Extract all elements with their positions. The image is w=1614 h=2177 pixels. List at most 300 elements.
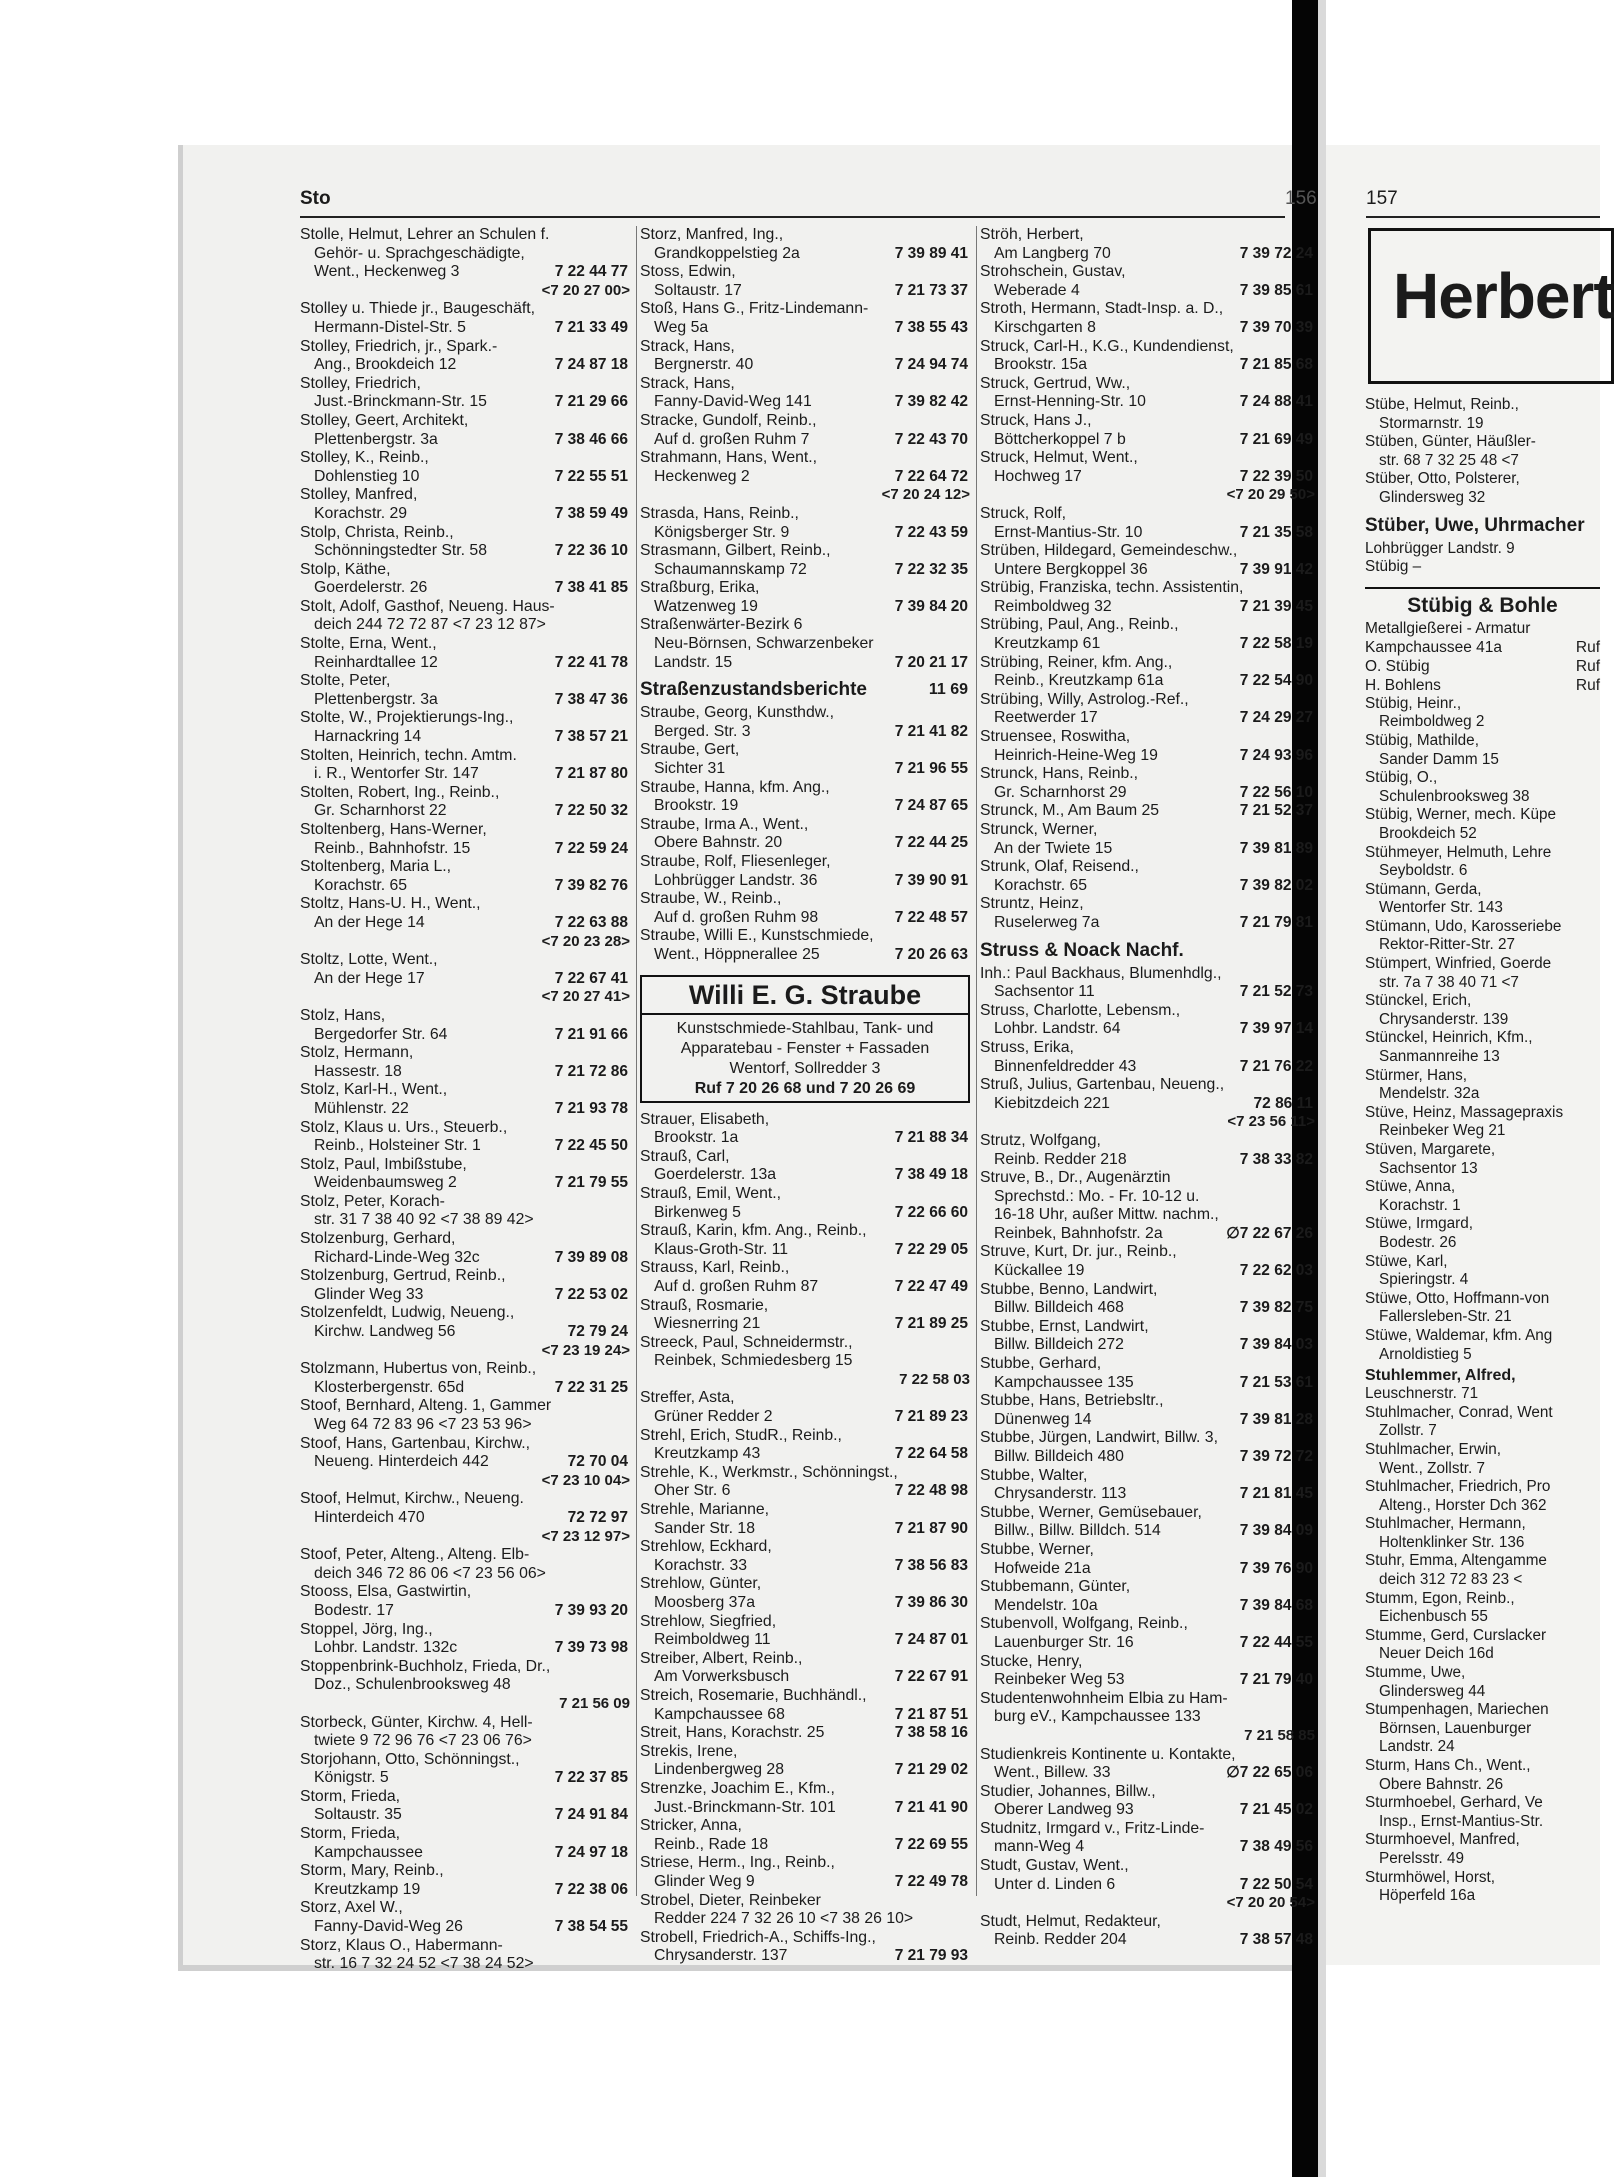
- entry-address: Heinrich-Heine-Weg 19: [994, 746, 1158, 764]
- directory-entry: [980, 1002, 1315, 1039]
- phone-number: 7 39 93 20: [554, 1601, 628, 1619]
- entry-name: Streich, Rosemarie, Buchhändl.,: [640, 1686, 867, 1704]
- directory-entry: [300, 895, 630, 951]
- entry-name: Struck, Carl-H., K.G., Kundendienst,: [980, 337, 1234, 355]
- entry-address: Goerdelerstr. 26: [314, 579, 428, 597]
- directory-entry: [640, 449, 970, 505]
- directory-entry: [300, 1658, 630, 1714]
- entry-name: Strekis, Irene,: [640, 1742, 738, 1760]
- entry-name: Strübing, Willy, Astrolog.-Ref.,: [980, 690, 1189, 708]
- directory-entry: [980, 1355, 1315, 1392]
- directory-entry: [980, 895, 1315, 932]
- entry-address: Unter d. Linden 6: [994, 1875, 1116, 1893]
- directory-entry: [1365, 1104, 1600, 1141]
- phone-number: 7 22 66 60: [894, 1203, 968, 1221]
- directory-entry: [1365, 1869, 1600, 1906]
- phone-number: 7 38 57 21: [554, 728, 628, 746]
- phone-number: 7 21 79 55: [554, 1174, 628, 1192]
- directory-entry: [300, 821, 630, 858]
- directory-entry: [300, 486, 630, 523]
- directory-entry: [1365, 540, 1600, 559]
- phone-number-alt: 7 21 58 85: [1244, 1726, 1315, 1744]
- directory-entry: [640, 1724, 970, 1743]
- directory-entry: [980, 802, 1315, 821]
- business-advertisement: [640, 975, 970, 1103]
- entry-name: Stubbe, Werner,: [980, 1540, 1094, 1558]
- entry-name: Storz, Klaus O., Habermann-: [300, 1936, 503, 1954]
- entry-address: Holtenklinker Str. 136: [1379, 1533, 1525, 1551]
- phone-number: 7 22 49 78: [894, 1872, 968, 1890]
- entry-name: Strack, Hans,: [640, 337, 735, 355]
- entry-name: Stüber, Otto, Polsterer,: [1365, 470, 1520, 488]
- directory-entry: [300, 1119, 630, 1156]
- entry-name: Straßburg, Erika,: [640, 579, 760, 597]
- entry-address: Bodestr. 17: [314, 1601, 394, 1619]
- left-page-number: 156: [1285, 188, 1317, 209]
- directory-entry: [300, 1825, 630, 1862]
- phone-number: ∅7 22 67 26: [1226, 1224, 1313, 1242]
- entry-name: Strack, Hans,: [640, 374, 735, 392]
- entry-address: Weg 64 72 83 96 <7 23 53 96>: [314, 1416, 532, 1433]
- directory-entry: [300, 412, 630, 449]
- entry-name: Stolley u. Thiede jr., Baugeschäft,: [300, 300, 536, 318]
- phone-number: 7 22 53 02: [554, 1285, 628, 1303]
- phone-number: 7 21 79 93: [894, 1947, 968, 1965]
- entry-name: Straube, W., Reinb.,: [640, 890, 782, 908]
- phone-number: 7 38 49 18: [894, 1166, 968, 1184]
- entry-address: Reimboldweg 2: [1379, 713, 1485, 731]
- directory-entry: [640, 1650, 970, 1687]
- listing-heading-text: Stüber, Uwe, Uhrmacher: [1365, 514, 1585, 536]
- phone-number: 7 22 69 55: [894, 1835, 968, 1853]
- directory-entry: [300, 1862, 630, 1899]
- listing-heading-text: Straßenzustandsberichte: [640, 679, 867, 701]
- directory-entry: [980, 1615, 1315, 1652]
- phone-number: 7 22 45 50: [554, 1137, 628, 1155]
- entry-address: Glindersweg 32: [1379, 488, 1486, 506]
- phone-number-alt: <7 20 27 41>: [541, 988, 630, 1006]
- entry-address: Brookstr. 15a: [994, 356, 1088, 374]
- phone-number: 7 39 89 08: [554, 1248, 628, 1266]
- directory-entry: [980, 1281, 1315, 1318]
- entry-address: Reinb., Kreutzkamp 61a: [994, 672, 1164, 690]
- directory-entry: [640, 1892, 970, 1929]
- directory-entry: [980, 858, 1315, 895]
- phone-number: 7 39 86 30: [894, 1594, 968, 1611]
- directory-entry: [980, 1820, 1315, 1857]
- directory-entry: [640, 1780, 970, 1817]
- entry-name: Stolte, W., Projektierungs-Ing.,: [300, 709, 514, 727]
- entry-name: Stolp, Käthe,: [300, 560, 391, 578]
- phone-number: 7 24 87 01: [894, 1631, 968, 1649]
- entry-address: Neu-Börnsen, Schwarzenbeker: [654, 635, 874, 653]
- entry-name: Straube, Irma A., Went.,: [640, 815, 809, 833]
- directory-entry: [300, 449, 630, 486]
- directory-entry: [300, 1360, 630, 1397]
- phone-number: 7 21 29 66: [554, 393, 628, 411]
- entry-name: Sturmhoevel, Manfred,: [1365, 1831, 1520, 1849]
- directory-entry: [300, 524, 630, 561]
- directory-entry: [300, 375, 630, 412]
- directory-entry: [1365, 470, 1600, 507]
- phone-number: 7 39 81 28: [1239, 1410, 1313, 1428]
- directory-entry: [1365, 396, 1600, 433]
- entry-address: Kampchaussee 68: [654, 1705, 785, 1723]
- entry-address: Obere Bahnstr. 26: [1379, 1775, 1504, 1793]
- phone-number: 7 39 85 61: [1239, 281, 1313, 299]
- advertisement-row: [1365, 676, 1600, 695]
- directory-entry: [980, 654, 1315, 691]
- directory-entry: [980, 1541, 1315, 1578]
- entry-address: Reetwerder 17: [994, 709, 1098, 727]
- entry-name: Stolte, Peter,: [300, 672, 391, 690]
- entry-address: Mühlenstr. 22: [314, 1099, 409, 1117]
- entry-address: str. 7a 7 38 40 71 <7: [1379, 973, 1519, 991]
- entry-address: Reinb. Redder 218: [994, 1150, 1127, 1168]
- entry-address: Brookstr. 1a: [654, 1129, 739, 1147]
- entry-address: Klosterbergenstr. 65d: [314, 1378, 465, 1396]
- entry-name: Strobell, Friedrich-A., Schiffs-Ing.,: [640, 1928, 876, 1946]
- phone-number: 7 39 89 41: [894, 244, 968, 262]
- entry-name: Strunk, Olaf, Reisend.,: [980, 858, 1139, 876]
- phone-number: 7 22 50 32: [554, 802, 628, 820]
- phone-number: 7 21 76 22: [1239, 1057, 1313, 1075]
- entry-address: Sachsentor 11: [994, 983, 1095, 1001]
- entry-address: Reinbeker Weg 53: [994, 1671, 1125, 1689]
- entry-address: Wiesnerring 21: [654, 1315, 761, 1333]
- advertisement-text: Ruf: [1575, 676, 1600, 694]
- entry-name: Stoof, Helmut, Kirchw., Neueng.: [300, 1490, 524, 1508]
- phone-number: 7 38 41 85: [554, 579, 628, 597]
- entry-name: Stolley, Geert, Architekt,: [300, 411, 469, 429]
- phone-number: 7 22 67 41: [554, 969, 628, 987]
- directory-entry: [980, 1578, 1315, 1615]
- entry-address: Neuer Deich 16d: [1379, 1645, 1494, 1663]
- entry-address: Reinb., Rade 18: [654, 1835, 769, 1853]
- phone-number: 7 22 50 54: [1239, 1875, 1313, 1893]
- directory-entry: [300, 1788, 630, 1825]
- entry-address: Spieringstr. 4: [1379, 1271, 1469, 1289]
- column-divider: [976, 226, 977, 1896]
- entry-address: Chrysanderstr. 139: [1379, 1010, 1509, 1028]
- entry-address: deich 312 72 83 23 <: [1379, 1571, 1523, 1589]
- directory-entry: [300, 1490, 630, 1546]
- phone-number-alt: <7 20 24 12>: [881, 486, 970, 504]
- phone-number-alt: 7 22 58 03: [899, 1370, 970, 1388]
- directory-entry: [640, 1854, 970, 1891]
- phone-number: 7 24 97 18: [554, 1843, 628, 1861]
- entry-address: Kreutzkamp 19: [314, 1880, 421, 1898]
- entry-name: Stolzenburg, Gertrud, Reinb.,: [300, 1267, 506, 1285]
- phone-number: 7 24 87 18: [554, 356, 628, 374]
- directory-entry: [300, 1546, 630, 1583]
- entry-name: Stubenvoll, Wolfgang, Reinb.,: [980, 1615, 1188, 1633]
- directory-entry: [300, 598, 630, 635]
- directory-entry: [980, 412, 1315, 449]
- entry-name: Struve, Kurt, Dr. jur., Reinb.,: [980, 1243, 1177, 1261]
- phone-number: 7 39 82 02: [1239, 876, 1313, 894]
- directory-entry: [980, 1039, 1315, 1076]
- directory-entry: [640, 263, 970, 300]
- listing-heading-text: Struss & Noack Nachf.: [980, 939, 1184, 961]
- entry-name: Straube, Willi E., Kunstschmiede,: [640, 927, 874, 945]
- phone-number: 7 38 57 48: [1239, 1931, 1313, 1949]
- entry-name: Struve, B., Dr., Augenärztin: [980, 1169, 1171, 1187]
- phone-number: 7 21 35 58: [1239, 523, 1313, 541]
- directory-entry: [300, 1156, 630, 1193]
- entry-name: Studentenwohnheim Elbia zu Ham-: [980, 1689, 1228, 1707]
- directory-entry: [980, 965, 1315, 1002]
- entry-name: Stumpenhagen, Mariechen: [1365, 1701, 1549, 1719]
- entry-address: Wentorfer Str. 143: [1379, 899, 1503, 917]
- advertisement-text: O. Stübig: [1365, 657, 1430, 675]
- entry-address: Landstr. 15: [654, 653, 733, 671]
- directory-entry: [640, 1259, 970, 1296]
- herbert-advertisement: [1368, 228, 1614, 384]
- header-rule: [300, 216, 1285, 218]
- entry-address: Untere Bergkoppel 36: [994, 560, 1148, 578]
- phone-number: 7 22 63 88: [554, 913, 628, 931]
- entry-name: Stünckel, Heinrich, Kfm.,: [1365, 1029, 1533, 1047]
- directory-entry: [1365, 1290, 1600, 1327]
- entry-address: Reinbek, Bahnhofstr. 2a: [994, 1224, 1163, 1242]
- directory-entry: [1365, 1141, 1600, 1178]
- entry-name: Stüben, Günter, Häußler-: [1365, 433, 1536, 451]
- directory-entry: [300, 1230, 630, 1267]
- directory-entry: [640, 927, 970, 964]
- phone-number: 7 22 43 70: [894, 430, 968, 448]
- entry-address: Kiebitzdeich 221: [994, 1094, 1110, 1112]
- entry-name: Storjohann, Otto, Schönningst.,: [300, 1750, 520, 1768]
- phone-number-alt: <7 23 19 24>: [541, 1341, 630, 1359]
- phone-number: 7 39 84 20: [894, 597, 968, 615]
- entry-name: Storbeck, Günter, Kirchw. 4, Hell-: [300, 1713, 533, 1731]
- phone-number: 7 20 26 63: [894, 945, 968, 963]
- directory-entry: [1365, 844, 1600, 881]
- entry-address: Schönningstedter Str. 58: [314, 542, 488, 560]
- directory-entry: [300, 1081, 630, 1118]
- directory-entry: [980, 1783, 1315, 1820]
- phone-number: 7 21 39 45: [1239, 597, 1313, 615]
- phone-number: 7 21 52 37: [1239, 802, 1313, 820]
- entry-address: 16-18 Uhr, außer Mittw. nachm.,: [994, 1206, 1219, 1224]
- phone-number: 7 21 91 66: [554, 1025, 628, 1043]
- directory-entry: [980, 449, 1315, 505]
- entry-name: Strehle, K., Werkmstr., Schönningst.,: [640, 1463, 898, 1481]
- phone-number: 7 22 48 98: [894, 1482, 968, 1500]
- phone-number: 7 22 58 19: [1239, 635, 1313, 653]
- entry-address: Goerdelerstr. 13a: [654, 1166, 777, 1184]
- entry-name: Stübig, Werner, mech. Küpe: [1365, 806, 1557, 824]
- entry-address: Glindersweg 44: [1379, 1682, 1486, 1700]
- entry-address: Ernst-Henning-Str. 10: [994, 393, 1146, 411]
- directory-entry: [640, 816, 970, 853]
- phone-number: 7 22 67 91: [894, 1668, 968, 1686]
- entry-name: Struck, Gertrud, Ww.,: [980, 374, 1131, 392]
- phone-number: 11 69: [928, 681, 968, 699]
- entry-name: Stubbe, Ernst, Landwirt,: [980, 1317, 1149, 1335]
- entry-address: Billw. Billdeich 480: [994, 1448, 1124, 1465]
- entry-name: Struss, Erika,: [980, 1038, 1074, 1056]
- entry-name: Strübing, Reiner, kfm. Ang.,: [980, 653, 1173, 671]
- directory-entry: [640, 1111, 970, 1148]
- directory-entry: [1365, 1215, 1600, 1252]
- directory-entry: [640, 542, 970, 579]
- entry-name: Stracke, Gundolf, Reinb.,: [640, 411, 817, 429]
- phone-number: 7 22 38 06: [554, 1880, 628, 1898]
- entry-name: Straube, Hanna, kfm. Ang.,: [640, 778, 830, 796]
- entry-address: Went., Heckenweg 3: [314, 263, 460, 281]
- entry-name: Stolz, Hans,: [300, 1006, 386, 1024]
- directory-entry: [1365, 1515, 1600, 1552]
- column-divider: [636, 226, 637, 1896]
- directory-entry: [640, 1929, 970, 1966]
- directory-entry: [640, 1575, 970, 1612]
- entry-name: Strasda, Hans, Reinb.,: [640, 504, 799, 522]
- phone-number: 7 39 72 72: [1239, 1448, 1313, 1465]
- entry-address: Lohbrügger Landstr. 36: [654, 871, 818, 889]
- directory-entry: [640, 1185, 970, 1222]
- entry-address: Hermann-Distel-Str. 5: [314, 318, 466, 336]
- entry-address: Chrysanderstr. 137: [654, 1947, 788, 1965]
- directory-entry: [980, 1318, 1315, 1355]
- directory-entry: [640, 505, 970, 542]
- entry-address: Oher Str. 6: [654, 1482, 731, 1500]
- phone-number: 7 21 87 80: [554, 765, 628, 783]
- entry-address: Obere Bahnstr. 20: [654, 834, 783, 852]
- phone-number: 7 39 76 90: [1239, 1559, 1313, 1577]
- entry-address: Redder 224 7 32 26 10 <7 38 26 10>: [654, 1910, 914, 1928]
- entry-name: Stricker, Anna,: [640, 1817, 742, 1835]
- phone-number: 7 21 53 61: [1239, 1373, 1313, 1391]
- phone-number: 7 22 39 50: [1239, 467, 1313, 485]
- entry-name: Struck, Helmut, Went.,: [980, 449, 1138, 467]
- directory-entry: [980, 1243, 1315, 1280]
- phone-number: 7 22 59 24: [554, 839, 628, 857]
- entry-name: Studienkreis Kontinente u. Kontakte,: [980, 1745, 1236, 1763]
- phone-number: 7 38 47 36: [554, 690, 628, 708]
- phone-number: 7 38 59 49: [554, 504, 628, 522]
- entry-address: Berged. Str. 3: [654, 722, 751, 740]
- directory-entry: [980, 300, 1315, 337]
- entry-name: Strobel, Dieter, Reinbeker: [640, 1891, 821, 1909]
- directory-entry: [1365, 992, 1600, 1029]
- directory-entry: [980, 1690, 1315, 1746]
- entry-address: Korachstr. 1: [1379, 1196, 1461, 1214]
- directory-entry: [300, 635, 630, 672]
- phone-number: 7 38 33 82: [1239, 1150, 1313, 1168]
- entry-address: Korachstr. 65: [314, 876, 408, 894]
- page-gutter: [1318, 0, 1326, 2177]
- entry-name: Stooss, Elsa, Gastwirtin,: [300, 1583, 472, 1601]
- directory-entry: [1365, 1385, 1600, 1404]
- entry-address: Am Vorwerksbusch: [654, 1668, 790, 1686]
- directory-entry: [640, 1334, 970, 1390]
- entry-address: Gr. Scharnhorst 22: [314, 802, 447, 820]
- entry-name: Storz, Axel W.,: [300, 1899, 403, 1917]
- entry-name: Storm, Frieda,: [300, 1825, 401, 1843]
- phone-number: 7 22 32 35: [894, 560, 968, 578]
- entry-address: Eichenbusch 55: [1379, 1608, 1488, 1626]
- phone-number: 7 22 29 05: [894, 1240, 968, 1258]
- phone-number: 7 22 41 78: [554, 653, 628, 671]
- entry-address: Sachsentor 13: [1379, 1159, 1478, 1177]
- directory-entry: [1365, 1404, 1600, 1441]
- entry-address: Richard-Linde-Weg 32c: [314, 1248, 480, 1266]
- entry-address: Bodestr. 26: [1379, 1233, 1457, 1251]
- entry-address: Doz., Schulenbrooksweg 48: [314, 1676, 511, 1694]
- phone-number: 7 22 44 55: [1239, 1633, 1313, 1651]
- entry-name: Stolz, Peter, Korach-: [300, 1192, 445, 1210]
- entry-name: Stuhr, Emma, Altengamme: [1365, 1552, 1547, 1570]
- entry-name: Stolley, Friedrich,: [300, 374, 421, 392]
- entry-address: Billw. Billdeich 468: [994, 1299, 1124, 1317]
- phone-number: 7 39 90 91: [894, 871, 968, 889]
- directory-entry: [1365, 695, 1600, 732]
- directory-entry: [980, 1467, 1315, 1504]
- entry-name: Stümann, Gerda,: [1365, 880, 1482, 898]
- directory-entry: [1365, 881, 1600, 918]
- phone-number: 7 39 91 42: [1239, 560, 1313, 578]
- directory-entry: [640, 1427, 970, 1464]
- directory-entry: [1365, 433, 1600, 470]
- entry-name: Ströh, Herbert,: [980, 226, 1084, 243]
- directory-entry: [640, 616, 970, 672]
- entry-address: str. 68 7 32 25 48 <7: [1379, 451, 1519, 469]
- entry-address: Chrysanderstr. 113: [994, 1485, 1127, 1503]
- business-advertisement: [1365, 587, 1600, 695]
- entry-name: Stubbemann, Günter,: [980, 1578, 1131, 1596]
- entry-address: str. 31 7 38 40 92 <7 38 89 42>: [314, 1211, 534, 1229]
- entry-address: Billw. Billdeich 272: [994, 1336, 1124, 1354]
- entry-name: Stolley, Friedrich, jr., Spark.-: [300, 337, 498, 355]
- advertisement-text: Kampchaussee 41a: [1365, 638, 1503, 656]
- entry-name: Stühmeyer, Helmuth, Lehre: [1365, 843, 1552, 861]
- entry-name: Stoof, Peter, Alteng., Alteng. Elb-: [300, 1546, 530, 1564]
- phone-number: ∅7 22 65 06: [1226, 1764, 1313, 1782]
- directory-entry: [640, 1501, 970, 1538]
- entry-address: Königstr. 5: [314, 1769, 389, 1787]
- phone-number: 7 22 36 10: [554, 542, 628, 560]
- directory-entry: [640, 779, 970, 816]
- directory-entry: [980, 579, 1315, 616]
- phone-number: 7 24 91 84: [554, 1806, 628, 1824]
- entry-name: Struss, Charlotte, Lebensm.,: [980, 1001, 1181, 1019]
- entry-address: str. 16 7 32 24 52 <7 38 24 52>: [314, 1955, 534, 1973]
- entry-address: Korachstr. 65: [994, 876, 1088, 894]
- phone-number: 7 21 52 73: [1239, 983, 1313, 1001]
- entry-address: Auf d. großen Ruhm 7: [654, 430, 810, 448]
- entry-address: Lindenbergweg 28: [654, 1761, 784, 1779]
- directory-entry: [640, 853, 970, 890]
- page-header-letters: Sto: [300, 188, 331, 209]
- directory-entry: [980, 616, 1315, 653]
- directory-entry: [1365, 1178, 1600, 1215]
- directory-entry: [980, 821, 1315, 858]
- entry-address: Soltaustr. 35: [314, 1806, 402, 1824]
- header-rule-right: [1366, 216, 1600, 218]
- phone-number: 7 22 62 03: [1239, 1262, 1313, 1280]
- phone-number: 72 79 24: [567, 1323, 628, 1341]
- entry-address: Grüner Redder 2: [654, 1408, 773, 1426]
- entry-address: Sander Str. 18: [654, 1519, 755, 1537]
- phone-number: 7 39 72 24: [1239, 244, 1313, 262]
- phone-number-alt: <7 23 56 11>: [1227, 1113, 1315, 1131]
- entry-name: Stolz, Hermann,: [300, 1044, 414, 1062]
- phone-number: 7 21 41 82: [894, 722, 968, 740]
- entry-name: Struensee, Roswitha,: [980, 728, 1131, 746]
- phone-number: 7 22 44 25: [894, 834, 968, 852]
